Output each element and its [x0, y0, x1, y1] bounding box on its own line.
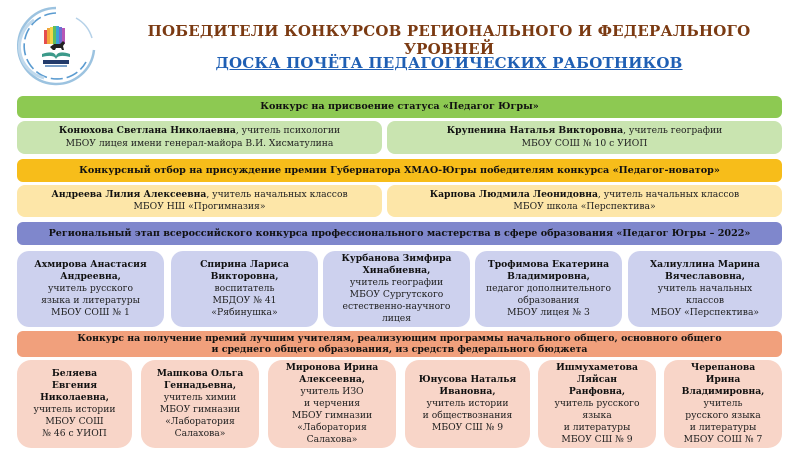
winner-card [17, 360, 132, 448]
winner-name: Крупенина Наталья Викторовна [446, 125, 624, 137]
section-header-regional-stage-2022: Региональный этап всероссийского конкурса профессионального мастерства в сфере образования «Педагог Югры – 2022» [17, 222, 782, 245]
winner-name: Черепанова [690, 361, 756, 373]
winner-detail: педагог дополнительного [485, 282, 612, 294]
winner-detail: и обществознания [422, 410, 513, 422]
winner-card [171, 251, 318, 327]
winner-card [475, 251, 622, 327]
winner-name: Ахмирова Анастасия [34, 258, 147, 270]
winner-card [17, 251, 164, 327]
winner-name: Владимировна, [681, 385, 765, 397]
winner-detail: «Лаборатория [165, 416, 235, 428]
winner-detail: «Рябинушка» [211, 307, 278, 319]
winner-detail: МБОУ СШ № 9 [431, 422, 504, 434]
winner-card [141, 360, 259, 448]
winner-name: Ирина [705, 373, 741, 385]
winner-name: Юнусова Наталья [418, 373, 517, 385]
winner-position: , учитель психологии [235, 125, 341, 137]
winner-detail: МБОУ лицея № 3 [507, 307, 590, 319]
winner-name: Алексеевна, [299, 373, 365, 385]
winner-name: Ивановна, [439, 385, 496, 397]
winner-name: Хинабиевна, [362, 264, 431, 276]
winner-detail: МБОУ гимназии [291, 410, 373, 422]
winner-card [387, 121, 782, 154]
winner-detail: учитель ИЗО [300, 385, 364, 397]
winner-detail: учитель начальных [657, 282, 753, 294]
winner-detail: МБОУ СШ № 9 [561, 434, 633, 446]
winner-name: Беляева [51, 367, 98, 379]
winner-school: МБОУ лицея имени генерал-майора В.И. Хисматулина [65, 137, 334, 149]
winner-detail: и черчения [304, 397, 360, 409]
winner-name: Ляйсан [577, 373, 617, 385]
winner-position: , учитель начальных классов [206, 188, 348, 200]
winner-school: МБОУ СОШ № 10 с УИОП [521, 137, 648, 149]
winner-detail: «Лаборатория [297, 422, 367, 434]
winner-name: Спирина Лариса [200, 258, 289, 270]
winner-detail: МБОУ гимназии [159, 404, 241, 415]
winner-name: Андреева Лилия Алексеевна [51, 188, 207, 200]
winner-position: , учитель начальных классов [597, 188, 740, 200]
winner-card [664, 360, 782, 448]
winner-detail: и литературы [689, 422, 757, 434]
winner-detail: лицея [381, 313, 412, 325]
winner-detail: МБОУ СОШ № 7 [683, 434, 763, 446]
winner-name: Миронова Ирина [285, 361, 379, 373]
winner-name: Курбанова Зимфира [341, 252, 452, 264]
winner-name: Ишмухаметова [556, 361, 638, 373]
winner-detail: Салахова» [306, 434, 358, 446]
winner-card [538, 360, 656, 448]
winner-detail: и литературы [563, 422, 631, 434]
winner-name: Конюхова Светлана Николаевна [58, 125, 236, 137]
winner-detail: МБОУ Сургутского [349, 289, 444, 300]
winner-name: Ранфовна, [568, 385, 626, 397]
winner-detail: МБДОУ № 41 [212, 295, 277, 307]
education-logo-icon [14, 4, 98, 88]
winner-name: Владимировна, [507, 270, 590, 282]
winner-name: Викторовна, [210, 270, 279, 282]
winner-detail: учитель русского [47, 282, 134, 294]
winner-card [17, 185, 382, 217]
winner-detail: учитель русского [554, 397, 640, 409]
winner-card [323, 251, 470, 327]
section-header-governor-prize: Конкурсный отбор на присуждение премии Губернатора ХМАО-Югры победителям конкурса «Педагог-новатор» [17, 159, 782, 182]
winner-name: Трофимова Екатерина [487, 258, 610, 270]
winner-detail: МБОУ СОШ [45, 416, 104, 428]
winner-school: МБОУ школа «Перспектива» [513, 201, 656, 212]
winner-card [405, 360, 530, 448]
winner-name: Николаевна, [40, 391, 109, 403]
winner-detail: русского языка [685, 410, 761, 422]
winner-detail: учитель географии [349, 276, 444, 288]
winner-detail: Салахова» [174, 428, 226, 440]
winner-detail: естественно-научного [342, 301, 451, 313]
winner-card [387, 185, 782, 217]
section-header-pedagog-yugry-status: Конкурс на присвоение статуса «Педагог Югры» [17, 96, 782, 118]
winner-detail: МБОУ «Перспектива» [650, 307, 760, 319]
winner-school: МБОУ НШ «Прогимназия» [133, 201, 266, 212]
winner-position: , учитель географии [623, 125, 723, 137]
winner-detail: № 46 с УИОП [42, 428, 107, 440]
page-subtitle: ДОСКА ПОЧЁТА ПЕДАГОГИЧЕСКИХ РАБОТНИКОВ [215, 54, 683, 72]
winner-name: Карпова Людмила Леонидовна [429, 188, 598, 200]
winner-detail: учитель истории [426, 397, 509, 409]
winner-name: Геннадьевна, [163, 379, 237, 391]
section-header-line: и среднего общего образования, из средств федерального бюджета [211, 344, 588, 355]
winner-detail: образования [517, 295, 580, 307]
section-header-line: Конкурс на получение премий лучшим учителям, реализующим программы начального общего, основного общего [77, 332, 722, 344]
winner-detail: МБОУ СОШ № 1 [51, 307, 130, 319]
winner-detail: учитель [703, 397, 743, 409]
page-title: ПОБЕДИТЕЛИ КОНКУРСОВ РЕГИОНАЛЬНОГО И ФЕДЕРАЛЬНОГО УРОВНЕЙ [147, 22, 751, 58]
winner-detail: языка [582, 410, 612, 422]
winner-detail: учитель истории [33, 404, 116, 415]
winner-card [268, 360, 396, 448]
winner-card [628, 251, 782, 327]
winner-detail: классов [685, 295, 725, 307]
winner-name: Андреевна, [60, 270, 121, 282]
winner-detail: учитель химии [163, 391, 237, 403]
winner-detail: воспитатель [214, 282, 275, 294]
winner-name: Евгения [51, 379, 98, 391]
winner-detail: языка и литературы [41, 295, 140, 307]
logo [14, 4, 98, 88]
winner-name: Машкова Ольга [156, 367, 244, 379]
winner-name: Вячеславовна, [665, 270, 745, 282]
section-header-federal-budget-prize [17, 331, 782, 357]
winner-card [17, 121, 382, 154]
winner-name: Халиуллина Марина [650, 258, 760, 270]
